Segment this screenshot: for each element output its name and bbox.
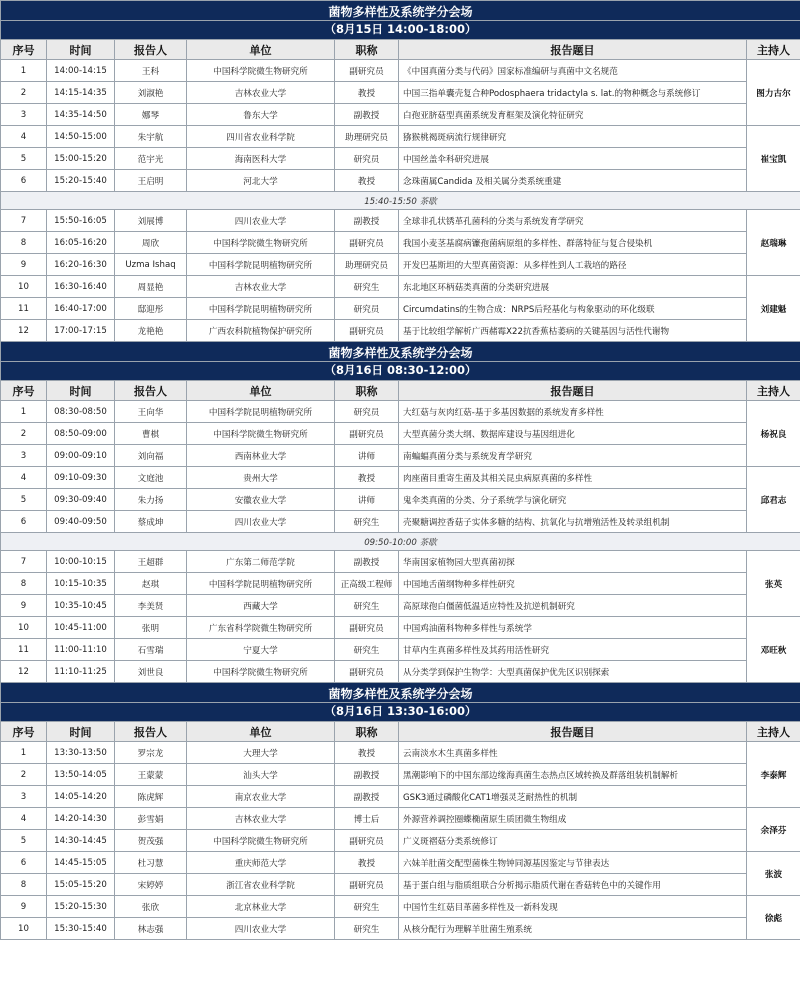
cell-time: 17:00-17:15 bbox=[47, 320, 115, 342]
column-header-title_job: 职称 bbox=[335, 722, 399, 742]
cell-host: 邱君志 bbox=[747, 467, 800, 533]
cell-title: 研究生 bbox=[335, 639, 399, 661]
table-row bbox=[1, 254, 800, 276]
cell-topic: 开发巴基斯坦的大型真菌资源：从多样性到人工栽培的路径 bbox=[399, 254, 747, 276]
cell-no: 4 bbox=[1, 126, 47, 148]
cell-speaker: 张明 bbox=[115, 617, 187, 639]
cell-title: 助理研究员 bbox=[335, 126, 399, 148]
cell-topic: 黑潮影响下的中国东部边缘海真菌生态热点区域转换及群落组装机制解析 bbox=[399, 764, 747, 786]
cell-title: 副教授 bbox=[335, 786, 399, 808]
tea-break: 15:40-15:50 茶歇 bbox=[1, 192, 800, 210]
cell-no: 10 bbox=[1, 276, 47, 298]
cell-no: 4 bbox=[1, 808, 47, 830]
cell-unit: 四川农业大学 bbox=[187, 511, 335, 533]
column-header-time: 时间 bbox=[47, 722, 115, 742]
cell-time: 14:15-14:35 bbox=[47, 82, 115, 104]
cell-unit: 浙江省农业科学院 bbox=[187, 874, 335, 896]
cell-unit: 中国科学院昆明植物研究所 bbox=[187, 298, 335, 320]
cell-time: 15:05-15:20 bbox=[47, 874, 115, 896]
table-row bbox=[1, 489, 800, 511]
cell-speaker: 王科 bbox=[115, 60, 187, 82]
table-row bbox=[1, 896, 800, 918]
cell-no: 2 bbox=[1, 423, 47, 445]
cell-speaker: 范宇光 bbox=[115, 148, 187, 170]
cell-no: 9 bbox=[1, 254, 47, 276]
cell-time: 08:30-08:50 bbox=[47, 401, 115, 423]
session-subtitle: （8月16日 13:30-16:00） bbox=[1, 703, 800, 722]
cell-title: 研究生 bbox=[335, 896, 399, 918]
cell-time: 14:00-14:15 bbox=[47, 60, 115, 82]
cell-speaker: 张欣 bbox=[115, 896, 187, 918]
cell-no: 2 bbox=[1, 82, 47, 104]
cell-title: 研究生 bbox=[335, 918, 399, 940]
cell-title: 讲师 bbox=[335, 445, 399, 467]
cell-time: 11:10-11:25 bbox=[47, 661, 115, 683]
cell-unit: 吉林农业大学 bbox=[187, 808, 335, 830]
cell-time: 16:20-16:30 bbox=[47, 254, 115, 276]
cell-topic: 大型真菌分类大纲、数据库建设与基因组进化 bbox=[399, 423, 747, 445]
cell-topic: 广义斑褶菇分类系统修订 bbox=[399, 830, 747, 852]
table-row bbox=[1, 148, 800, 170]
cell-time: 16:40-17:00 bbox=[47, 298, 115, 320]
table-row bbox=[1, 170, 800, 192]
cell-topic: 云南淡水木生真菌多样性 bbox=[399, 742, 747, 764]
cell-time: 10:00-10:15 bbox=[47, 551, 115, 573]
cell-host: 赵瑞琳 bbox=[747, 210, 800, 276]
cell-no: 12 bbox=[1, 661, 47, 683]
cell-topic: 甘草内生真菌多样性及其药用活性研究 bbox=[399, 639, 747, 661]
column-header-topic: 报告题目 bbox=[399, 381, 747, 401]
cell-no: 7 bbox=[1, 210, 47, 232]
cell-time: 13:50-14:05 bbox=[47, 764, 115, 786]
cell-time: 15:20-15:40 bbox=[47, 170, 115, 192]
cell-unit: 重庆师范大学 bbox=[187, 852, 335, 874]
cell-speaker: 刘淑艳 bbox=[115, 82, 187, 104]
table-row bbox=[1, 445, 800, 467]
cell-title: 教授 bbox=[335, 170, 399, 192]
cell-no: 9 bbox=[1, 595, 47, 617]
cell-title: 副教授 bbox=[335, 210, 399, 232]
cell-topic: 念珠菌属Candida 及相关属分类系统重建 bbox=[399, 170, 747, 192]
column-header-time: 时间 bbox=[47, 40, 115, 60]
cell-time: 09:30-09:40 bbox=[47, 489, 115, 511]
table-row bbox=[1, 401, 800, 423]
cell-unit: 中国科学院微生物研究所 bbox=[187, 232, 335, 254]
column-header-topic: 报告题目 bbox=[399, 40, 747, 60]
cell-host: 张英 bbox=[747, 551, 800, 617]
cell-title: 研究生 bbox=[335, 511, 399, 533]
cell-unit: 中国科学院微生物研究所 bbox=[187, 60, 335, 82]
cell-topic: 中国丝盖伞科研究进展 bbox=[399, 148, 747, 170]
cell-time: 09:00-09:10 bbox=[47, 445, 115, 467]
cell-topic: 六妹羊肚菌交配型菌株生物钟同源基因鉴定与节律表达 bbox=[399, 852, 747, 874]
cell-no: 8 bbox=[1, 874, 47, 896]
cell-title: 副研究员 bbox=[335, 874, 399, 896]
cell-no: 6 bbox=[1, 170, 47, 192]
header-row bbox=[1, 40, 800, 60]
cell-unit: 西南林业大学 bbox=[187, 445, 335, 467]
cell-no: 6 bbox=[1, 852, 47, 874]
table-row bbox=[1, 617, 800, 639]
column-header-speaker: 报告人 bbox=[115, 40, 187, 60]
cell-topic: GSK3通过磷酸化CAT1增强灵芝耐热性的机制 bbox=[399, 786, 747, 808]
table-row bbox=[1, 661, 800, 683]
cell-title: 副研究员 bbox=[335, 661, 399, 683]
table-row bbox=[1, 298, 800, 320]
cell-topic: 我国小麦茎基腐病镰孢菌病原组的多样性、群落特征与复合侵染机 bbox=[399, 232, 747, 254]
cell-no: 10 bbox=[1, 617, 47, 639]
cell-unit: 中国科学院微生物研究所 bbox=[187, 661, 335, 683]
cell-title: 副研究员 bbox=[335, 830, 399, 852]
table-row bbox=[1, 786, 800, 808]
cell-title: 副研究员 bbox=[335, 232, 399, 254]
cell-no: 11 bbox=[1, 298, 47, 320]
cell-unit: 河北大学 bbox=[187, 170, 335, 192]
cell-no: 4 bbox=[1, 467, 47, 489]
cell-speaker: Uzma Ishaq bbox=[115, 254, 187, 276]
cell-speaker: 彭雪娟 bbox=[115, 808, 187, 830]
table-row bbox=[1, 104, 800, 126]
session-subtitle: （8月15日 14:00-18:00） bbox=[1, 21, 800, 40]
cell-speaker: 周欣 bbox=[115, 232, 187, 254]
cell-no: 11 bbox=[1, 639, 47, 661]
table-row bbox=[1, 82, 800, 104]
column-header-host: 主持人 bbox=[747, 722, 800, 742]
cell-unit: 安徽农业大学 bbox=[187, 489, 335, 511]
cell-time: 14:45-15:05 bbox=[47, 852, 115, 874]
cell-speaker: 王向华 bbox=[115, 401, 187, 423]
cell-topic: 壳聚糖调控香菇子实体多糖的结构、抗氧化与抗增殖活性及转录组机制 bbox=[399, 511, 747, 533]
cell-host: 图力古尔 bbox=[747, 60, 800, 126]
cell-no: 6 bbox=[1, 511, 47, 533]
cell-unit: 中国科学院微生物研究所 bbox=[187, 830, 335, 852]
cell-title: 教授 bbox=[335, 852, 399, 874]
cell-no: 5 bbox=[1, 489, 47, 511]
cell-no: 3 bbox=[1, 786, 47, 808]
cell-title: 博士后 bbox=[335, 808, 399, 830]
cell-unit: 南京农业大学 bbox=[187, 786, 335, 808]
table-row bbox=[1, 232, 800, 254]
cell-no: 5 bbox=[1, 148, 47, 170]
cell-time: 15:20-15:30 bbox=[47, 896, 115, 918]
cell-time: 13:30-13:50 bbox=[47, 742, 115, 764]
cell-speaker: 林志强 bbox=[115, 918, 187, 940]
cell-speaker: 王蒙蒙 bbox=[115, 764, 187, 786]
cell-title: 教授 bbox=[335, 82, 399, 104]
cell-topic: 高原球孢白僵菌低温适应特性及抗逆机制研究 bbox=[399, 595, 747, 617]
cell-speaker: 娜琴 bbox=[115, 104, 187, 126]
cell-host: 杨祝良 bbox=[747, 401, 800, 467]
cell-title: 研究员 bbox=[335, 298, 399, 320]
cell-title: 副研究员 bbox=[335, 617, 399, 639]
cell-unit: 四川省农业科学院 bbox=[187, 126, 335, 148]
cell-topic: 中国地舌菌纲物种多样性研究 bbox=[399, 573, 747, 595]
cell-unit: 汕头大学 bbox=[187, 764, 335, 786]
cell-speaker: 王启明 bbox=[115, 170, 187, 192]
cell-topic: Circumdatins的生物合成：NRPS后羟基化与构象驱动的环化级联 bbox=[399, 298, 747, 320]
cell-topic: 基于蛋白组与脂质组联合分析揭示脂质代谢在香菇转色中的关键作用 bbox=[399, 874, 747, 896]
cell-host: 刘建魁 bbox=[747, 276, 800, 342]
cell-topic: 大红菇与灰肉红菇-基于多基因数据的系统发育多样性 bbox=[399, 401, 747, 423]
column-header-no: 序号 bbox=[1, 40, 47, 60]
header-row bbox=[1, 381, 800, 401]
cell-speaker: 周显艳 bbox=[115, 276, 187, 298]
column-header-no: 序号 bbox=[1, 722, 47, 742]
cell-title: 正高级工程师 bbox=[335, 573, 399, 595]
cell-no: 3 bbox=[1, 445, 47, 467]
cell-topic: 基于比较组学解析广西赭霉X22抗香蕉枯萎病的关键基因与活性代谢物 bbox=[399, 320, 747, 342]
table-row bbox=[1, 126, 800, 148]
cell-unit: 中国科学院昆明植物研究所 bbox=[187, 573, 335, 595]
table-row bbox=[1, 830, 800, 852]
cell-unit: 四川农业大学 bbox=[187, 210, 335, 232]
cell-speaker: 龙艳艳 bbox=[115, 320, 187, 342]
cell-speaker: 刘展博 bbox=[115, 210, 187, 232]
cell-title: 副研究员 bbox=[335, 60, 399, 82]
cell-no: 1 bbox=[1, 742, 47, 764]
cell-time: 14:05-14:20 bbox=[47, 786, 115, 808]
cell-time: 14:50-15:00 bbox=[47, 126, 115, 148]
cell-topic: 南蝙蝠真菌分类与系统发育学研究 bbox=[399, 445, 747, 467]
cell-unit: 中国科学院昆明植物研究所 bbox=[187, 401, 335, 423]
cell-time: 15:50-16:05 bbox=[47, 210, 115, 232]
table-row bbox=[1, 742, 800, 764]
cell-host: 邓旺秋 bbox=[747, 617, 800, 683]
cell-no: 8 bbox=[1, 573, 47, 595]
cell-no: 7 bbox=[1, 551, 47, 573]
table-row bbox=[1, 595, 800, 617]
cell-topic: 全球非孔状锈革孔菌科的分类与系统发育学研究 bbox=[399, 210, 747, 232]
cell-speaker: 石雪瑞 bbox=[115, 639, 187, 661]
cell-unit: 西藏大学 bbox=[187, 595, 335, 617]
cell-speaker: 王超群 bbox=[115, 551, 187, 573]
cell-host: 徐彪 bbox=[747, 896, 800, 940]
cell-title: 研究员 bbox=[335, 148, 399, 170]
table-row bbox=[1, 423, 800, 445]
cell-title: 研究生 bbox=[335, 595, 399, 617]
column-header-unit: 单位 bbox=[187, 40, 335, 60]
cell-speaker: 曹棋 bbox=[115, 423, 187, 445]
cell-unit: 吉林农业大学 bbox=[187, 276, 335, 298]
cell-unit: 大理大学 bbox=[187, 742, 335, 764]
cell-topic: 中国鸡油菌科物种多样性与系统学 bbox=[399, 617, 747, 639]
cell-speaker: 陈虎辉 bbox=[115, 786, 187, 808]
cell-speaker: 刘世良 bbox=[115, 661, 187, 683]
cell-title: 教授 bbox=[335, 467, 399, 489]
column-header-unit: 单位 bbox=[187, 381, 335, 401]
table-row bbox=[1, 210, 800, 232]
cell-speaker: 朱力扬 bbox=[115, 489, 187, 511]
cell-speaker: 宋婷婷 bbox=[115, 874, 187, 896]
cell-title: 讲师 bbox=[335, 489, 399, 511]
session-subtitle: （8月16日 08:30-12:00） bbox=[1, 362, 800, 381]
cell-title: 副研究员 bbox=[335, 320, 399, 342]
cell-time: 11:00-11:10 bbox=[47, 639, 115, 661]
cell-speaker: 李美贤 bbox=[115, 595, 187, 617]
cell-no: 5 bbox=[1, 830, 47, 852]
cell-time: 09:10-09:30 bbox=[47, 467, 115, 489]
column-header-topic: 报告题目 bbox=[399, 722, 747, 742]
cell-speaker: 刘向福 bbox=[115, 445, 187, 467]
cell-unit: 广西农科院植物保护研究所 bbox=[187, 320, 335, 342]
table-row bbox=[1, 467, 800, 489]
cell-title: 助理研究员 bbox=[335, 254, 399, 276]
cell-time: 16:05-16:20 bbox=[47, 232, 115, 254]
cell-no: 8 bbox=[1, 232, 47, 254]
cell-speaker: 贺茂强 bbox=[115, 830, 187, 852]
cell-topic: 中国竹生红菇目革菌多样性及一新科发现 bbox=[399, 896, 747, 918]
cell-topic: 外源营养调控圈蝶椭菌原生质团微生物组成 bbox=[399, 808, 747, 830]
cell-speaker: 邸迎彤 bbox=[115, 298, 187, 320]
table-row bbox=[1, 639, 800, 661]
session-title: 菌物多样性及系统学分会场 bbox=[1, 1, 800, 21]
cell-unit: 吉林农业大学 bbox=[187, 82, 335, 104]
header-row bbox=[1, 722, 800, 742]
cell-topic: 从核分配行为理解羊肚菌生殖系统 bbox=[399, 918, 747, 940]
cell-speaker: 朱宇航 bbox=[115, 126, 187, 148]
cell-topic: 白孢亚脐菇型真菌系统发育框架及演化特征研究 bbox=[399, 104, 747, 126]
cell-no: 10 bbox=[1, 918, 47, 940]
cell-speaker: 杜习慧 bbox=[115, 852, 187, 874]
cell-unit: 广东第二师范学院 bbox=[187, 551, 335, 573]
cell-speaker: 罗宗龙 bbox=[115, 742, 187, 764]
cell-time: 14:35-14:50 bbox=[47, 104, 115, 126]
cell-topic: 鬼伞类真菌的分类、分子系统学与演化研究 bbox=[399, 489, 747, 511]
cell-unit: 中国科学院昆明植物研究所 bbox=[187, 254, 335, 276]
table-row bbox=[1, 808, 800, 830]
tea-break: 09:50-10:00 茶歇 bbox=[1, 533, 800, 551]
cell-unit: 海南医科大学 bbox=[187, 148, 335, 170]
cell-no: 12 bbox=[1, 320, 47, 342]
cell-no: 9 bbox=[1, 896, 47, 918]
cell-title: 副教授 bbox=[335, 551, 399, 573]
table-row bbox=[1, 60, 800, 82]
cell-time: 10:45-11:00 bbox=[47, 617, 115, 639]
table-row bbox=[1, 551, 800, 573]
column-header-time: 时间 bbox=[47, 381, 115, 401]
cell-time: 15:30-15:40 bbox=[47, 918, 115, 940]
cell-time: 10:15-10:35 bbox=[47, 573, 115, 595]
cell-no: 3 bbox=[1, 104, 47, 126]
column-header-speaker: 报告人 bbox=[115, 722, 187, 742]
table-row bbox=[1, 764, 800, 786]
cell-time: 15:00-15:20 bbox=[47, 148, 115, 170]
cell-title: 副教授 bbox=[335, 104, 399, 126]
cell-time: 08:50-09:00 bbox=[47, 423, 115, 445]
cell-title: 教授 bbox=[335, 742, 399, 764]
cell-no: 2 bbox=[1, 764, 47, 786]
cell-unit: 中国科学院微生物研究所 bbox=[187, 423, 335, 445]
cell-speaker: 赵琪 bbox=[115, 573, 187, 595]
cell-time: 14:30-14:45 bbox=[47, 830, 115, 852]
cell-title: 副研究员 bbox=[335, 423, 399, 445]
table-row bbox=[1, 573, 800, 595]
cell-time: 14:20-14:30 bbox=[47, 808, 115, 830]
cell-no: 1 bbox=[1, 401, 47, 423]
column-header-no: 序号 bbox=[1, 381, 47, 401]
column-header-unit: 单位 bbox=[187, 722, 335, 742]
cell-topic: 华南国家植物园大型真菌初探 bbox=[399, 551, 747, 573]
cell-topic: 东北地区环柄菇类真菌的分类研究进展 bbox=[399, 276, 747, 298]
cell-unit: 四川农业大学 bbox=[187, 918, 335, 940]
cell-topic: 从分类学到保护生物学：大型真菌保护优先区识别探索 bbox=[399, 661, 747, 683]
cell-title: 研究员 bbox=[335, 401, 399, 423]
cell-host: 李泰辉 bbox=[747, 742, 800, 808]
session-title: 菌物多样性及系统学分会场 bbox=[1, 342, 800, 362]
table-row bbox=[1, 918, 800, 940]
table-row bbox=[1, 874, 800, 896]
cell-topic: 肉座菌目重寄生菌及其相关昆虫病原真菌的多样性 bbox=[399, 467, 747, 489]
column-header-host: 主持人 bbox=[747, 381, 800, 401]
cell-host: 余泽芬 bbox=[747, 808, 800, 852]
cell-unit: 北京林业大学 bbox=[187, 896, 335, 918]
table-row bbox=[1, 511, 800, 533]
column-header-title_job: 职称 bbox=[335, 40, 399, 60]
column-header-host: 主持人 bbox=[747, 40, 800, 60]
session-title: 菌物多样性及系统学分会场 bbox=[1, 683, 800, 703]
cell-title: 研究生 bbox=[335, 276, 399, 298]
cell-speaker: 文庭池 bbox=[115, 467, 187, 489]
cell-speaker: 蔡成坤 bbox=[115, 511, 187, 533]
table-row bbox=[1, 320, 800, 342]
column-header-speaker: 报告人 bbox=[115, 381, 187, 401]
cell-unit: 广东省科学院微生物研究所 bbox=[187, 617, 335, 639]
cell-topic: 猕猴桃褐斑病流行规律研究 bbox=[399, 126, 747, 148]
table-row bbox=[1, 276, 800, 298]
cell-time: 09:40-09:50 bbox=[47, 511, 115, 533]
cell-topic: 《中国真菌分类与代码》国家标准编研与真菌中文名规范 bbox=[399, 60, 747, 82]
cell-time: 16:30-16:40 bbox=[47, 276, 115, 298]
cell-topic: 中国三指单囊壳复合种Podosphaera tridactyla s. lat.的物种概念与系统修订 bbox=[399, 82, 747, 104]
column-header-title_job: 职称 bbox=[335, 381, 399, 401]
cell-time: 10:35-10:45 bbox=[47, 595, 115, 617]
cell-unit: 鲁东大学 bbox=[187, 104, 335, 126]
cell-host: 崔宝凯 bbox=[747, 126, 800, 192]
cell-no: 1 bbox=[1, 60, 47, 82]
cell-unit: 宁夏大学 bbox=[187, 639, 335, 661]
cell-unit: 贵州大学 bbox=[187, 467, 335, 489]
cell-title: 副教授 bbox=[335, 764, 399, 786]
cell-host: 张波 bbox=[747, 852, 800, 896]
table-row bbox=[1, 852, 800, 874]
